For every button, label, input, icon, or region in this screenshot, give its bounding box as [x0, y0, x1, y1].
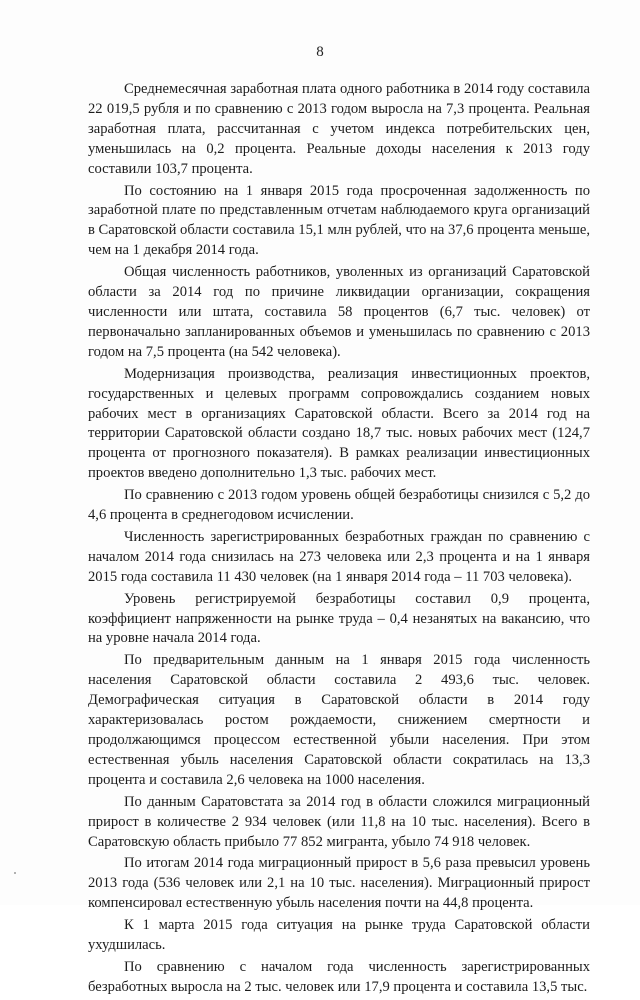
paragraph-new-jobs: Модернизация производства, реализация инвестиционных проектов, государственных и целевых программ сопровождались созданием новых рабочих мест в организациях Саратовской области. Всего за 2014 год на территории Саратовской области создано 18,7 тыс. новых рабочих мест (124,7 процента от прогнозного показателя). В рамках реализации инвестиционных проектов введено дополнительно 1,3 тыс. рабочих мест.: [88, 365, 590, 482]
paragraph-unemployment-rate: По сравнению с 2013 годом уровень общей безработицы снизился с 5,2 до 4,6 процента в среднегодовом исчислении.: [88, 487, 590, 524]
document-body: [88, 80, 590, 1000]
scan-speck: [14, 872, 16, 874]
paragraph-wage-arrears: По состоянию на 1 января 2015 года просроченная задолженность по заработной плате по представленным отчетам наблюдаемого круга организаций в Саратовской области составила 15,1 млн рублей, что на 37,6 процента меньше, чем на 1 декабря 2014 года.: [88, 182, 590, 259]
paragraph-dismissals: Общая численность работников, уволенных из организаций Саратовской области за 2014 год по причине ликвидации организации, сокращения численности или штата, составила 58 процентов (6,7 тыс. человек) от первоначально запланированных объемов и уменьшилась по сравнению с 2013 годом на 7,5 процента (на 542 человека).: [88, 264, 590, 360]
page-number: 8: [316, 44, 324, 60]
paragraph-unemployed-growth: По сравнению с началом года численность зарегистрированных безработных выросла на 2 тыс. человек или 17,9 процента и составила 13,5 тыс.: [88, 958, 590, 995]
paragraph-registered-rate: Уровень регистрируемой безработицы составил 0,9 процента, коэффициент напряженности на рынке труда – 0,4 незанятых на вакансию, что на уровне начала 2014 года.: [88, 590, 590, 647]
paragraph-migration-growth: По итогам 2014 года миграционный прирост в 5,6 раза превысил уровень 2013 года (536 человек или 2,1 на 10 тыс. населения). Миграционный прирост компенсировал естественную убыль населения почти на 44,8 процента.: [88, 855, 590, 912]
paragraph-population: По предварительным данным на 1 января 2015 года численность населения Саратовской области составила 2 493,6 тыс. человек. Демографическая ситуация в Саратовской области в 2014 году характеризовалась ростом рождаемости, снижением смертности и продолжающимся процессом естественной убыли населения. При этом естественная убыль населения Саратовской области сократилась на 13,3 процента и составила 2,6 человека на 1000 населения.: [88, 652, 590, 788]
paragraph-wages: Среднемесячная заработная плата одного работника в 2014 году составила 22 019,5 рубля и по сравнению с 2013 годом выросла на 7,3 процента. Реальная заработная плата, рассчитанная с учетом индекса потребительских цен, уменьшилась на 0,2 процента. Реальные доходы населения к 2013 году составили 103,7 процента.: [88, 81, 590, 177]
paragraph-migration: По данным Саратовстата за 2014 год в области сложился миграционный прирост в количестве 2 934 человек (или 11,8 на 10 тыс. населения). Всего в Саратовскую область прибыло 77 852 мигранта, убыло 74 918 человек.: [88, 793, 590, 850]
paragraph-registered-unemployed: Численность зарегистрированных безработных граждан по сравнению с началом 2014 года снизилась на 273 человека или 2,3 процента и на 1 января 2015 года составила 11 430 человек (на 1 января 2014 года – 11 703 человека).: [88, 528, 590, 585]
paragraph-labor-market: К 1 марта 2015 года ситуация на рынке труда Саратовской области ухудшилась.: [88, 917, 590, 954]
